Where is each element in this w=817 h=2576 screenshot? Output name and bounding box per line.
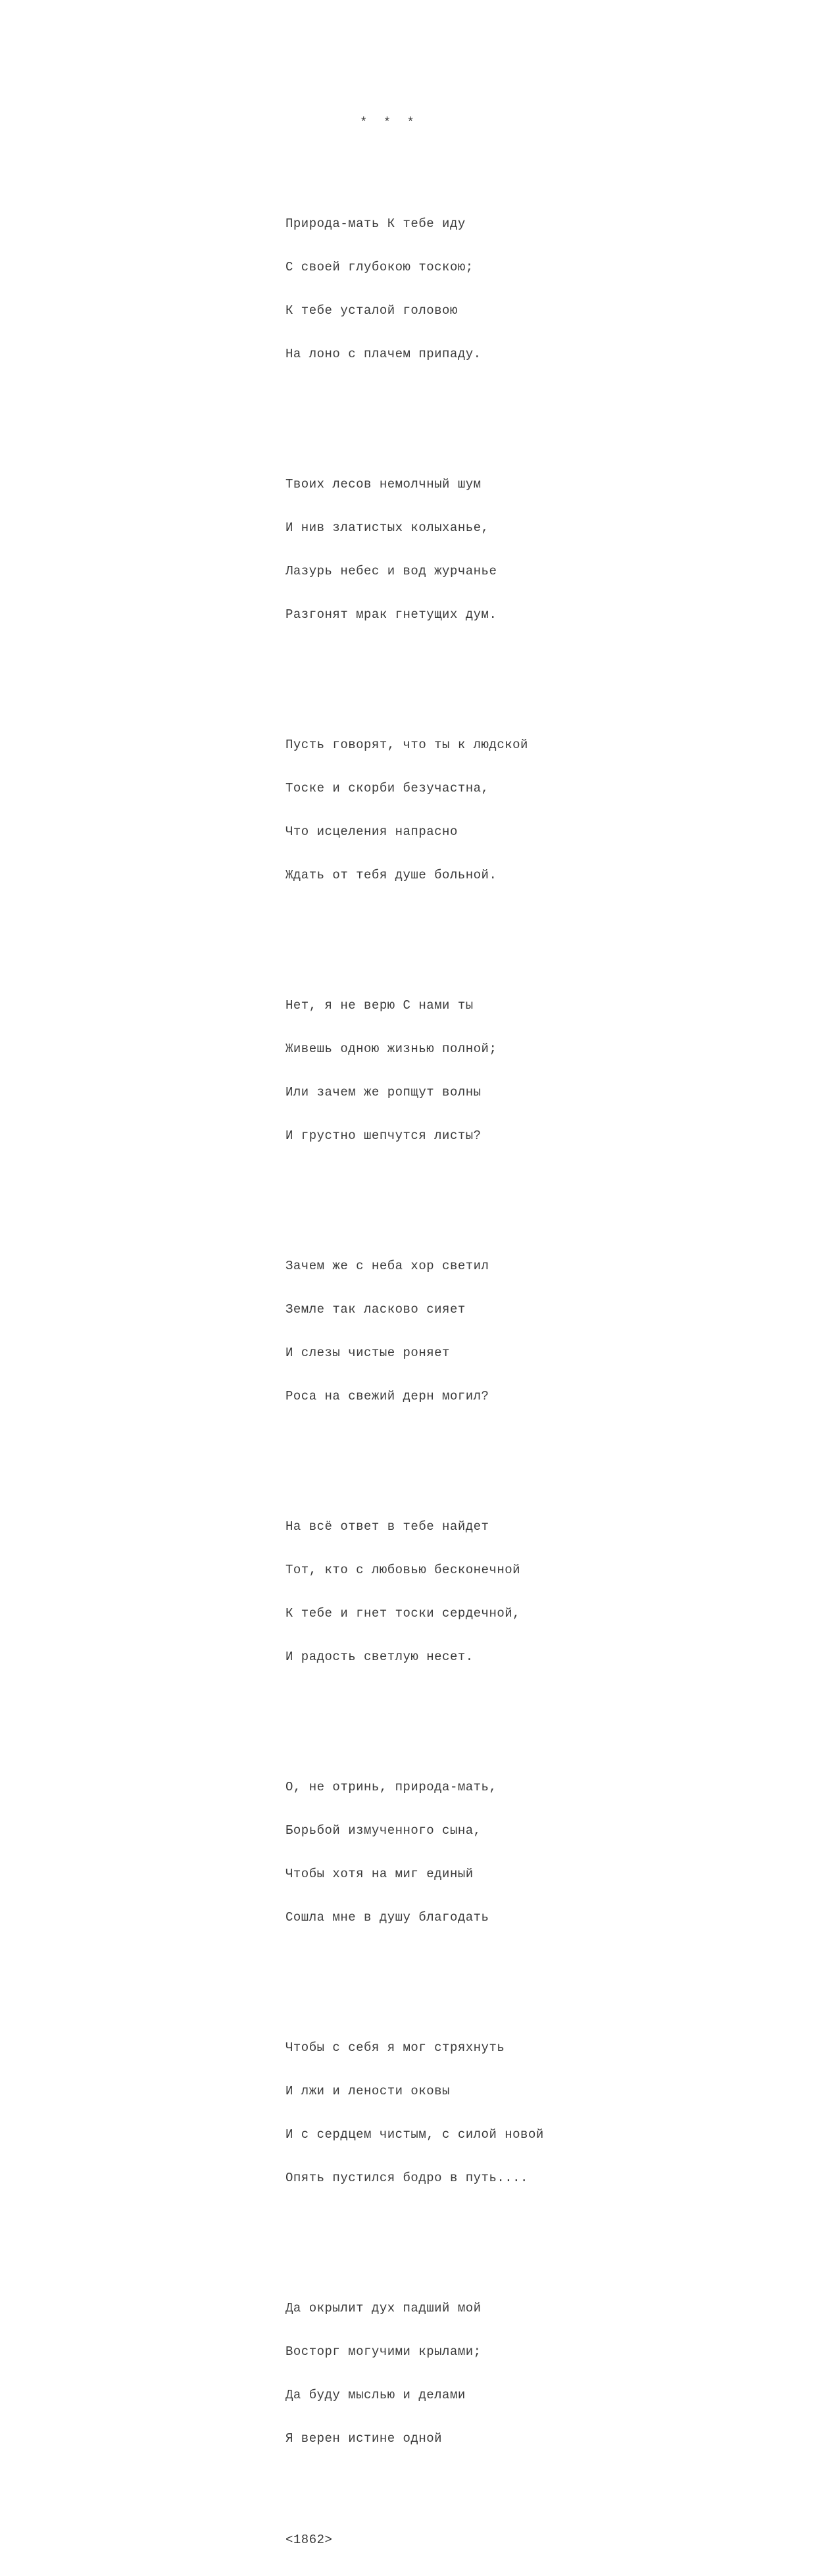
poem-line: Нет, я не верю С нами ты xyxy=(285,998,474,1013)
poem-line: И лжи и лености оковы xyxy=(285,2084,450,2098)
poem-line: Ждать от тебя душе больной. xyxy=(285,868,497,882)
poem-line: О, не отринь, природа-мать, xyxy=(285,1780,497,1794)
poem-line: На всё ответ в тебе найдет xyxy=(285,1519,489,1534)
stanza-8 xyxy=(285,2011,654,2214)
poem xyxy=(285,86,654,2576)
stanza-9 xyxy=(285,2272,654,2475)
stanza-5 xyxy=(285,1230,654,1432)
poem-line: К тебе и гнет тоски сердечной, xyxy=(285,1606,521,1621)
poem-line: Восторг могучими крылами; xyxy=(285,2344,482,2359)
poem-line: Что исцеления напрасно xyxy=(285,824,458,839)
stanza-2 xyxy=(285,448,654,651)
poem-line: Или зачем же ропщут волны xyxy=(285,1085,482,1099)
poem-line: Земле так ласково сияет xyxy=(285,1302,466,1317)
stanza-4 xyxy=(285,969,654,1172)
stanza-7 xyxy=(285,1751,654,1954)
stanza-6 xyxy=(285,1490,654,1693)
poem-line: И грустно шепчутся листы? xyxy=(285,1128,482,1143)
poem-line: Живешь одною жизнью полной; xyxy=(285,1042,497,1056)
stanza-3 xyxy=(285,709,654,911)
poem-line: И радость светлую несет. xyxy=(285,1650,474,1664)
poem-line: Разгонят мрак гнетущих дум. xyxy=(285,607,497,622)
poem-line: Опять пустился бодро в путь.... xyxy=(285,2171,528,2185)
poem-line: Да буду мыслью и делами xyxy=(285,2388,466,2402)
poem-date: <1862> xyxy=(285,2533,333,2547)
poem-line: Зачем же с неба хор светил xyxy=(285,1259,489,1273)
poem-line: И нив златистых колыханье, xyxy=(285,520,489,535)
poem-line: Лазурь небес и вод журчанье xyxy=(285,564,497,578)
poem-line: И слезы чистые роняет xyxy=(285,1346,450,1360)
stanza-1 xyxy=(285,188,654,390)
poem-title: * * * xyxy=(360,115,415,130)
poem-line: К тебе усталой головою xyxy=(285,303,458,318)
poem-line: Да окрылит дух падший мой xyxy=(285,2301,482,2315)
poem-line: С своей глубокою тоскою; xyxy=(285,260,474,274)
poem-line: Тоске и скорби безучастна, xyxy=(285,781,489,796)
poem-line: И с сердцем чистым, с силой новой xyxy=(285,2127,544,2142)
poem-line: Чтобы хотя на миг единый xyxy=(285,1867,474,1881)
poem-line: Чтобы с себя я мог стряхнуть xyxy=(285,2040,505,2055)
poem-line: Тот, кто с любовью бесконечной xyxy=(285,1563,521,1577)
poem-line: Сошла мне в душу благодать xyxy=(285,1910,489,1925)
poem-line: Пусть говорят, что ты к людской xyxy=(285,738,528,752)
poem-line: Природа-мать К тебе иду xyxy=(285,216,466,231)
poem-line: Роса на свежий дерн могил? xyxy=(285,1389,489,1403)
poem-line: Борьбой измученного сына, xyxy=(285,1823,482,1838)
poem-line: Твоих лесов немолчный шум xyxy=(285,477,482,492)
poem-line: Я верен истине одной xyxy=(285,2431,443,2446)
poem-line: На лоно с плачем припаду. xyxy=(285,347,482,361)
